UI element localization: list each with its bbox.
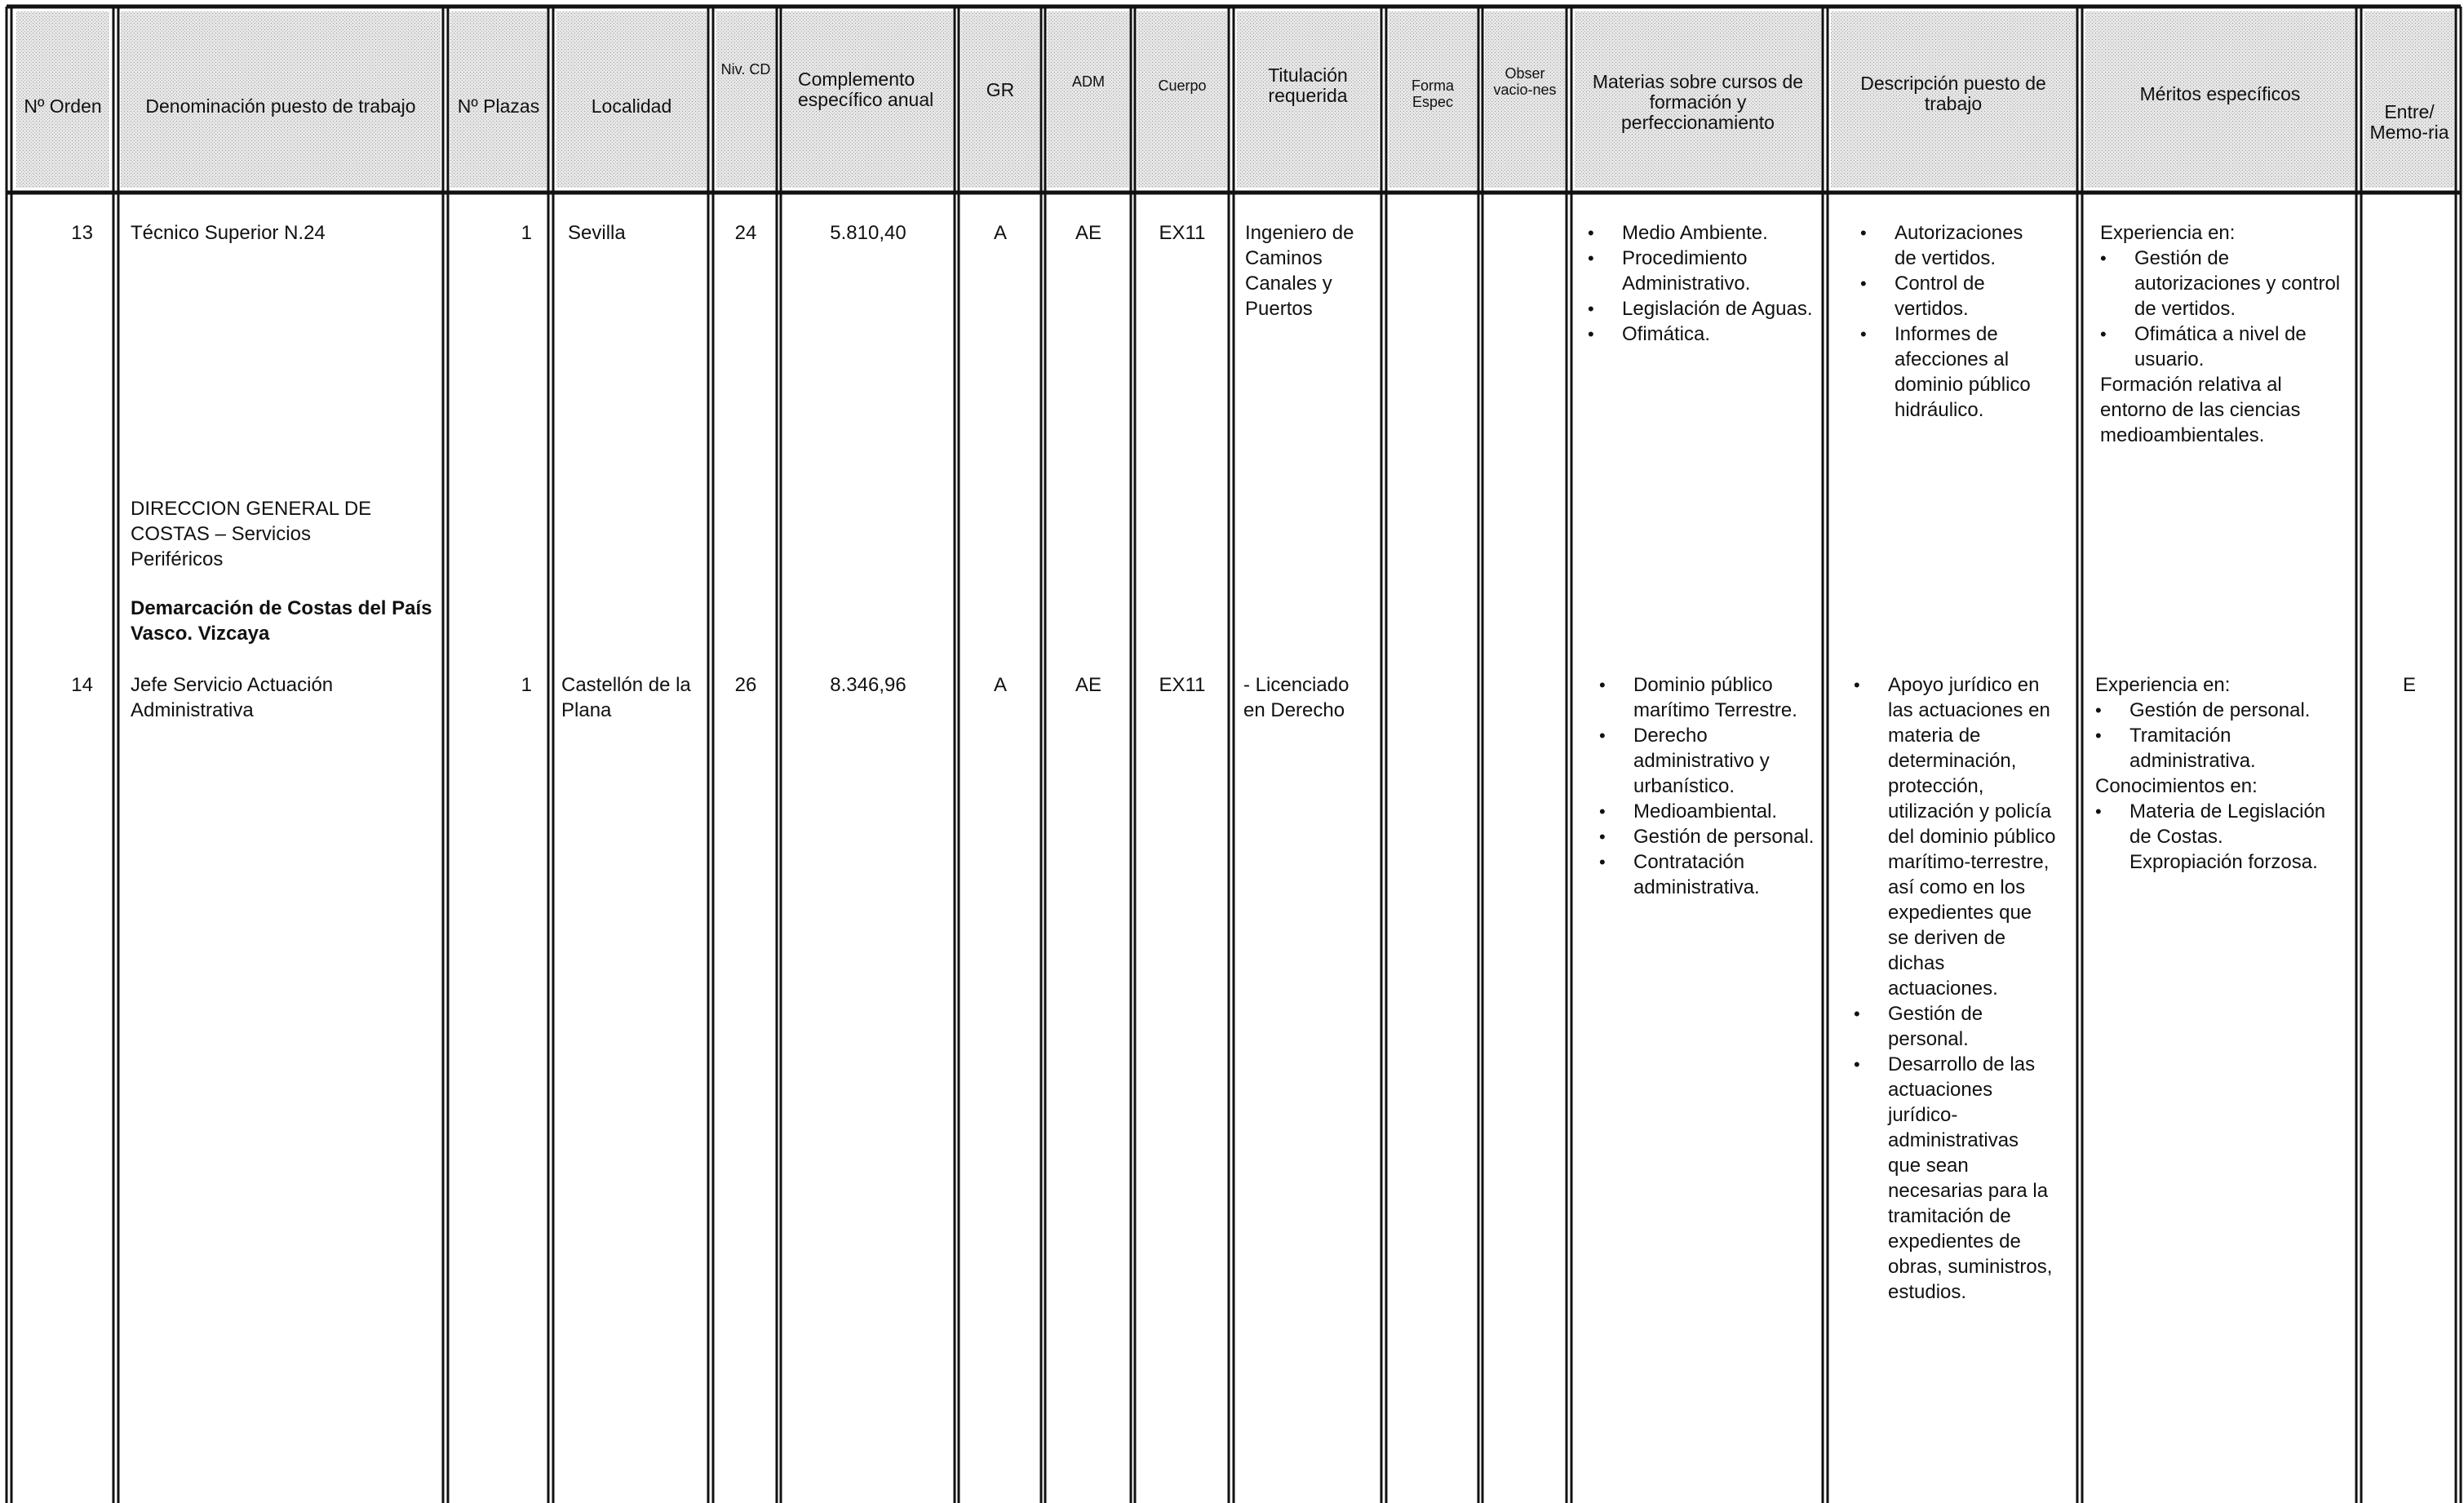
list-item: • Legislación de Aguas. — [1622, 296, 1818, 321]
header-denominacion: Denominación puesto de trabajo — [145, 95, 416, 117]
meritos-intro: Experiencia en: — [2095, 674, 2231, 696]
list-item: • Medioambiental. — [1633, 799, 1818, 824]
row14-plazas: 1 — [521, 674, 532, 696]
header-complemento: Complemento específico anual — [798, 69, 934, 110]
header-localidad: Localidad — [591, 95, 672, 117]
row14-gr: A — [993, 674, 1007, 696]
meritos-intro: Experiencia en: — [2100, 222, 2236, 244]
header-cuerpo: Cuerpo — [1158, 78, 1207, 94]
row14-denominacion: Jefe Servicio Actuación Administrativa — [131, 674, 334, 721]
list-item: • Informes de afecciones al dominio público hidráulico. — [1895, 321, 2050, 423]
header-gr: GR — [986, 78, 1015, 100]
list-item: • Materia de Legislación de Costas. Expropiación forzosa. — [2129, 799, 2340, 875]
row14-titulacion: - Licenciado en Derecho — [1243, 674, 1349, 721]
row13-denominacion: Técnico Superior N.24 — [131, 222, 326, 244]
header-nivcd: Niv. CD — [720, 61, 771, 78]
header-meritos: Méritos específicos — [2139, 82, 2301, 104]
row13-nivcd: 24 — [734, 222, 757, 244]
row14-adm: AE — [1075, 674, 1101, 696]
header-adm: ADM — [1072, 73, 1105, 90]
list-item: • Derecho administrativo y urbanístico. — [1633, 723, 1818, 799]
section-org: DIRECCION GENERAL DE COSTAS – Servicios Periféricos — [131, 498, 372, 570]
row13-gr: A — [993, 222, 1007, 244]
list-item: • Ofimática a nivel de usuario. — [2134, 321, 2345, 372]
row13-titulacion: Ingeniero de Caminos Canales y Puertos — [1245, 222, 1354, 320]
list-item: • Gestión de personal. — [1888, 1001, 2056, 1052]
header-descripcion: Descripción puesto de trabajo — [1860, 73, 2046, 114]
list-item: • Procedimiento Administrativo. — [1622, 246, 1818, 296]
list-item: • Desarrollo de las actuaciones jurídico-administrativas que sean necesarias para la tramitación de expedientes de obras, suministros, estudios. — [1888, 1052, 2056, 1305]
header-entrevista: Entre/ Memo-ria — [2369, 101, 2449, 143]
row14-cuerpo: EX11 — [1159, 674, 1206, 696]
list-item: • Autorizaciones de vertidos. — [1895, 220, 2050, 271]
list-item: • Apoyo jurídico en las actuaciones en materia de determinación, protección, utilización y policía del dominio público marítimo-terrestre, así como en los expedientes que se deriven de dichas actuaciones. — [1888, 672, 2056, 1001]
list-item: • Tramitación administrativa. — [2129, 723, 2340, 774]
row13-cuerpo: EX11 — [1159, 222, 1206, 244]
meritos-extra: Formación relativa al entorno de las ciencias medioambientales. — [2100, 374, 2301, 446]
section-unit: Demarcación de Costas del País Vasco. Vizcaya — [131, 597, 432, 645]
row13-plazas: 1 — [521, 222, 532, 244]
header-plazas: Nº Plazas — [457, 95, 540, 117]
row13-adm: AE — [1075, 222, 1101, 244]
list-item: • Dominio público marítimo Terrestre. — [1633, 672, 1818, 723]
row14-descripcion — [1834, 672, 2056, 1305]
header-observaciones: Obser vacio-nes — [1493, 65, 1557, 98]
header-materias: Materias sobre cursos de formación y perfeccionamiento — [1592, 70, 1804, 133]
row14-localidad: Castellón de la Plana — [561, 674, 691, 721]
row13-meritos — [2100, 220, 2345, 448]
row14-orden: 14 — [71, 674, 93, 696]
row14-complemento: 8.346,96 — [830, 674, 906, 696]
row13-localidad: Sevilla — [568, 222, 626, 244]
list-item: • Gestión de autorizaciones y control de vertidos. — [2134, 246, 2345, 321]
row14-nivcd: 26 — [734, 674, 757, 696]
row14-materias — [1588, 672, 1818, 900]
header-titulacion: Titulación requerida — [1268, 64, 1348, 106]
row14-meritos — [2095, 672, 2340, 875]
list-item: • Ofimática. — [1622, 321, 1818, 347]
list-item: • Control de vertidos. — [1895, 271, 2050, 321]
header-orden: Nº Orden — [24, 95, 102, 117]
list-item: • Gestión de personal. — [2129, 698, 2340, 723]
row13-orden: 13 — [71, 222, 93, 244]
list-item: • Contratación administrativa. — [1633, 849, 1818, 900]
list-item: • Medio Ambiente. — [1622, 220, 1818, 246]
row13-descripcion — [1846, 220, 2050, 423]
row13-complemento: 5.810,40 — [830, 222, 906, 244]
list-item: • Gestión de personal. — [1633, 824, 1818, 849]
header-forma: Forma Espec — [1411, 78, 1454, 110]
row13-materias — [1588, 220, 1818, 347]
meritos-intro-2: Conocimientos en: — [2095, 775, 2258, 797]
row14-entrevista: E — [2402, 674, 2416, 696]
